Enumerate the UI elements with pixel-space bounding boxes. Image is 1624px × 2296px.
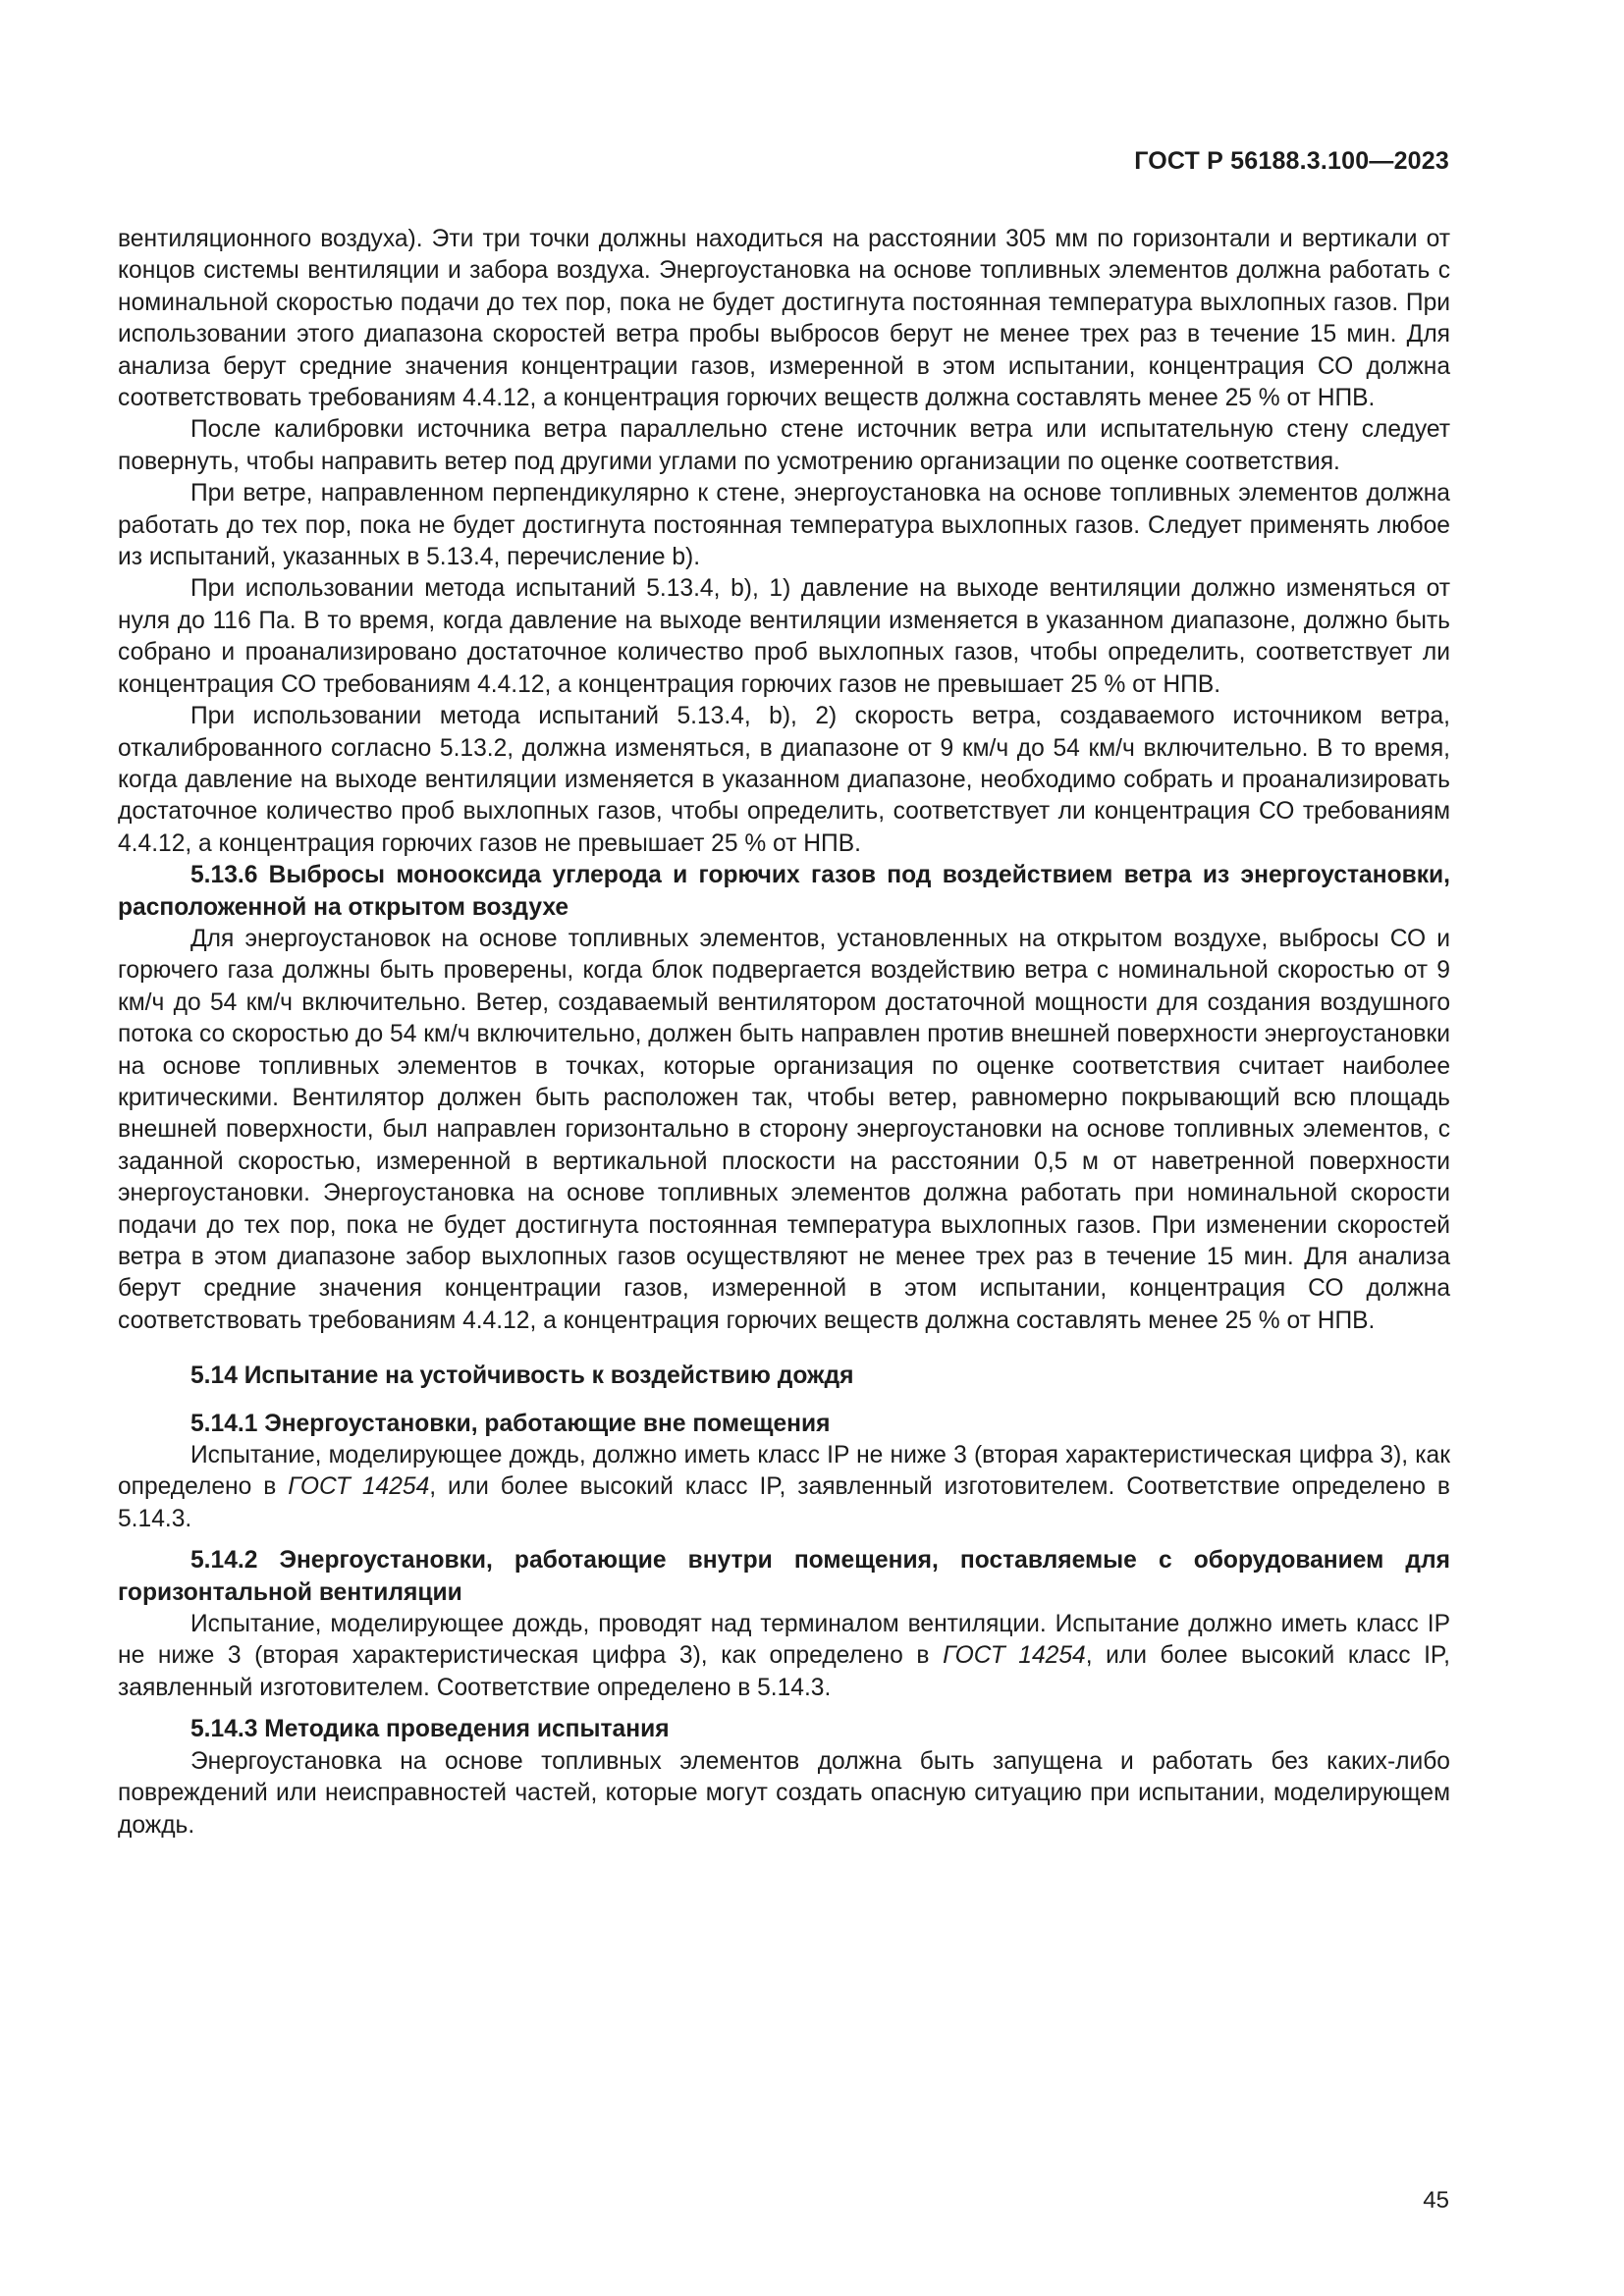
paragraph-test-procedure: Энергоустановка на основе топливных элементов должна быть запущена и работать без каких-либо повреждений или неисправностей частей, которые могут создать опасную ситуацию при испытании, моделирующем дождь.: [118, 1747, 1450, 1839]
paragraph-outdoor-emissions: Для энергоустановок на основе топливных элементов, установленных на открытом воздухе, выбросы СО и горючего газа должны быть проверены, когда блок подвергается воздействию ветра с номинальной скоростью от 9 км/ч до 54 км/ч включительно. Ветер, создаваемый вентилятором достаточной мощности для создания воздушного потока со скоростью до 54 км/ч включительно, должен быть направлен против внешней поверхности энергоустановки на основе топливных элементов в точках, которые организация по оценке соответствия считает наиболее критическими. Вентилятор должен быть расположен так, чтобы ветер, равномерно покрывающий всю площадь внешней поверхности, был направлен горизонтально в сторону энергоустановки на основе топливных элементов, с заданной скоростью, измеренной в вертикальной плоскости на расстоянии 0,5 м от наветренной поверхности энергоустановки. Энергоустановка на основе топливных элементов должна работать при номинальной скорости подачи до тех пор, пока не будет достигнута постоянная температура выхлопных газов. При изменении скоростей ветра в этом диапазоне забор выхлопных газов осуществляют не менее трех раз в течение 15 мин. Для анализа берут средние значения концентрации газов, измеренной в этом испытании, концентрация СО должна соответствовать требованиям 4.4.12, а концентрация горючих веществ должна составлять менее 25 % от НПВ.: [118, 925, 1450, 1334]
section-heading-5-14-3: 5.14.3 Методика проведения испытания: [190, 1716, 670, 1743]
text-fragment: Испытание, моделирующее дождь, должно иметь класс IP не ниже 3 (вторая характеристическая цифра 3), как определено в: [118, 1442, 1450, 1501]
paragraph-method-1: При использовании метода испытаний 5.13.4, b), 1) давление на выходе вентиляции должно изменяться от нуля до 116 Па. В то время, когда давление на выходе вентиляции изменяется в указанном диапазоне, должно быть собрано и проанализировано достаточное количество проб выхлопных газов, чтобы определить, соответствует ли концентрация СО требованиям 4.4.12, а концентрация горючих газов не превышает 25 % от НПВ.: [118, 575, 1450, 698]
standard-designation: ГОСТ Р 56188.3.100—2023: [1134, 147, 1449, 175]
standard-reference: ГОСТ 14254: [288, 1473, 430, 1501]
paragraph-outdoor-rain-test: [118, 1440, 1450, 1535]
standard-reference: ГОСТ 14254: [943, 1642, 1086, 1670]
text-fragment: , или более высокий класс IP, заявленный изготовителем. Соответствие определено в 5.14.3.: [118, 1642, 1450, 1701]
text-fragment: , или более высокий класс IP, заявленный изготовителем. Соответствие определено в 5.14.3.: [118, 1473, 1450, 1532]
section-heading-5-14: 5.14 Испытание на устойчивость к воздействию дождя: [190, 1362, 854, 1390]
page-number: 45: [1423, 2187, 1449, 2214]
section-heading-5-14-1: 5.14.1 Энергоустановки, работающие вне помещения: [190, 1410, 831, 1437]
text-fragment: Испытание, моделирующее дождь, проводят над терминалом вентиляции. Испытание должно иметь класс IP не ниже 3 (вторая характеристическая цифра 3), как определено в: [118, 1611, 1450, 1670]
section-heading-5-13-6: 5.13.6 Выбросы монооксида углерода и горючих газов под воздействием ветра из энергоустановки, расположенной на открытом воздухе: [118, 862, 1450, 921]
paragraph-method-2: При использовании метода испытаний 5.13.4, b), 2) скорость ветра, создаваемого источником ветра, откалиброванного согласно 5.13.2, должна изменяться, в диапазоне от 9 км/ч до 54 км/ч включительно. В то время, когда давление на выходе вентиляции изменяется в указанном диапазоне, необходимо собрать и проанализировать достаточное количество проб выхлопных газов, чтобы определить, соответствует ли концентрация СО требованиям 4.4.12, а концентрация горючих газов не превышает 25 % от НПВ.: [118, 703, 1450, 857]
paragraph-perpendicular-wind: При ветре, направленном перпендикулярно к стене, энергоустановка на основе топливных элементов должна работать до тех пор, пока не будет достигнута постоянная температура выхлопных газов. Следует применять любое из испытаний, указанных в 5.13.4, перечисление b).: [118, 480, 1450, 571]
section-heading-5-14-2: 5.14.2 Энергоустановки, работающие внутри помещения, поставляемые с оборудованием для горизонтальной вентиляции: [118, 1547, 1450, 1606]
paragraph-continuation: вентиляционного воздуха). Эти три точки должны находиться на расстоянии 305 мм по горизонтали и вертикали от концов системы вентиляции и забора воздуха. Энергоустановка на основе топливных элементов должна работать с номинальной скоростью подачи до тех пор, пока не будет достигнута постоянная температура выхлопных газов. При использовании этого диапазона скоростей ветра пробы выбросов берут не менее трех раз в течение 15 мин. Для анализа берут средние значения концентрации газов, измеренной в этом испытании, концентрация СО должна соответствовать требованиям 4.4.12, а концентрация горючих веществ должна составлять менее 25 % от НПВ.: [118, 226, 1450, 412]
paragraph-indoor-rain-test: [118, 1609, 1450, 1704]
document-body: [118, 224, 1450, 1842]
paragraph-wind-source-rotation: После калибровки источника ветра параллельно стене источник ветра или испытательную стену следует повернуть, чтобы направить ветер под другими углами по усмотрению организации по оценке соответствия.: [118, 416, 1450, 475]
